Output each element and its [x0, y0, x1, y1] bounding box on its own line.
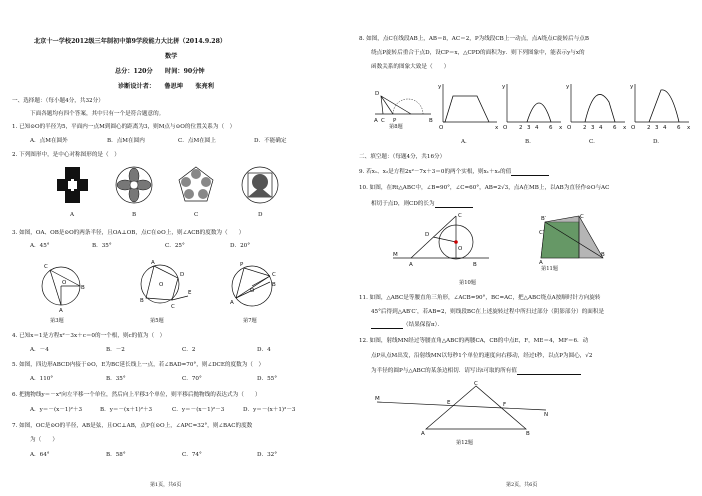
- q2-label-c: C: [194, 212, 199, 218]
- fig10-label-d: D: [425, 232, 430, 238]
- figure-q7: [226, 256, 282, 314]
- graph-c-tick-6: 6: [613, 125, 617, 131]
- fig5-label-d: D: [180, 272, 185, 278]
- question-12-line2: 点P从点M出发，沿射线MN以每秒1个单位的速度向右移动，经过t秒，以点P为圆心，√2: [371, 353, 593, 359]
- question-8-line3: 函数关系的图象大致是（ ）: [371, 64, 450, 70]
- fig7-label-c: C: [272, 272, 276, 278]
- fig7-label-b: B: [272, 282, 276, 288]
- q4-option-a: A．－4: [30, 347, 49, 353]
- q10-answer-blank[interactable]: [435, 201, 473, 208]
- q1-option-d: D．不能确定: [254, 138, 287, 144]
- q4-option-d: D．4: [257, 347, 271, 353]
- q4-option-b: B．－2: [106, 347, 125, 353]
- graph-a-x-label: x: [495, 125, 499, 131]
- figure-q10: [391, 212, 491, 276]
- fig11-label-a: A: [539, 260, 543, 266]
- graph-b-origin: O: [503, 125, 508, 131]
- graph-d-y-label: y: [630, 84, 634, 90]
- fig11-label-b: B: [601, 252, 605, 258]
- q6-option-d: D．y＝－(x＋1)²－3: [243, 407, 296, 413]
- q2-label-b: B: [132, 212, 137, 218]
- question-8: 8. 如图，点C在线段AB上，AB＝8，AC＝2，P为线段CB上一动点，点A绕点C旋转后与点B: [359, 36, 589, 42]
- question-9: [359, 169, 549, 176]
- q3-option-b: B．35°: [92, 243, 112, 249]
- q8-option-d: D.: [653, 139, 660, 145]
- q8-option-c: C.: [589, 139, 595, 145]
- q6-option-b: B．y＝－(x＋1)²＋3: [100, 407, 153, 413]
- graph-d-tick-3: 3: [655, 125, 659, 131]
- question-12-text: 为半径的圆P与△ABC的某条边相切．请写出t可取的所有值: [371, 368, 517, 374]
- q7-option-c: C．74°: [182, 452, 202, 458]
- graph-option-c: [565, 82, 627, 132]
- question-12-line3: [371, 368, 581, 375]
- graph-b-tick-2: 2: [519, 125, 523, 131]
- page-footer-left: 第1页，共6页: [150, 482, 182, 488]
- fig7-label-p: P: [240, 262, 244, 268]
- question-3: 3. 如图，OA、OB是⊙O的两条半径，且OA⊥OB，点C在⊙O上，则∠ACB的度数为（ ）: [12, 230, 245, 236]
- figure-q8: [371, 82, 435, 124]
- fig12-label-f: F: [503, 402, 507, 408]
- graph-a-y-label: y: [438, 84, 442, 90]
- graph-c-x-label: x: [623, 125, 627, 131]
- q2-label-d: D: [258, 212, 263, 218]
- graph-b-y-label: y: [502, 84, 506, 90]
- fig10-label-c: C: [458, 213, 462, 219]
- q2-figure-d: [240, 165, 280, 205]
- graph-c-y-label: y: [566, 84, 570, 90]
- fig5-label-b: B: [140, 298, 144, 304]
- graph-c-tick-3: 3: [591, 125, 595, 131]
- fig8-label-d: D: [375, 91, 380, 97]
- q12-answer-blank[interactable]: [517, 368, 581, 375]
- q2-figure-b: [114, 165, 154, 205]
- fig12-label-a: A: [421, 431, 425, 437]
- fig10-caption: 第10题: [459, 280, 476, 286]
- figure-q11: [537, 212, 609, 264]
- q4-option-c: C．2: [182, 347, 196, 353]
- graph-option-d: [629, 82, 691, 132]
- q7-option-a: A．64°: [30, 452, 50, 458]
- fig11-caption: 第11题: [541, 266, 558, 272]
- question-10: 10. 如图，在Rt△ABC中，∠B=90°，∠C=60°，AB=2√3，点A在MB上，以AB为直径作⊙O与AC: [359, 185, 610, 191]
- question-6: 6. 把抛物线y＝－x²向左平移一个单位，然后向上平移3个单位，则平移后抛物线的表达式为（ ）: [12, 392, 261, 398]
- fig12-label-m: M: [375, 396, 380, 402]
- q3-option-c: C．25°: [165, 243, 185, 249]
- question-4: 4. 已知x＝1是方程x²－3x＋c＝0的一个根，则c的值为（ ）: [12, 333, 166, 339]
- designers: 诊断设计者： 鲁思坤 张亮利: [118, 83, 214, 90]
- q5-option-c: C．70°: [182, 376, 202, 382]
- fig12-label-e: E: [447, 400, 451, 406]
- q2-label-a: A: [70, 212, 75, 218]
- graph-d-tick-4: 4: [663, 125, 667, 131]
- question-8-line2: 绕点P旋转后重合于点D，设CP＝x，△CPD的面积为y．则下列图象中，能表示y与x的: [371, 50, 585, 56]
- fig8-caption: 第8题: [389, 124, 403, 130]
- fig10-label-m: M: [393, 252, 398, 258]
- fig8-label-c: C: [381, 118, 385, 124]
- q7-option-d: D．32°: [257, 452, 277, 458]
- q6-option-c: C．y＝－(x－1)²－3: [172, 407, 225, 413]
- fig5-label-c: C: [171, 304, 175, 310]
- question-1: 1. 已知⊙O的半径为5，平面内一点M到圆心的距离为3，则M点与⊙O的位置关系为（ ）: [12, 124, 236, 130]
- fig3-label-c: C: [44, 264, 48, 270]
- q1-option-c: C．点M在圆上: [178, 138, 216, 144]
- fig10-label-a: A: [409, 262, 413, 268]
- graph-d-tick-6: 6: [677, 125, 681, 131]
- q5-option-a: A．110°: [30, 376, 54, 382]
- graph-b-tick-4: 4: [535, 125, 539, 131]
- fig3-label-a: A: [59, 308, 63, 314]
- q2-figure-c: [176, 165, 216, 205]
- graph-b-tick-3: 3: [527, 125, 531, 131]
- fig12-label-c: C: [474, 381, 478, 387]
- fig10-label-o: O: [458, 246, 463, 252]
- question-11-text: （结果保留π）．: [403, 322, 444, 328]
- q3-option-a: A．45°: [30, 243, 50, 249]
- fig12-caption: 第12题: [456, 440, 473, 446]
- question-11-line3: [371, 322, 443, 329]
- graph-option-b: [501, 82, 563, 132]
- section1-note: 下面各题均有四个答案，其中只有一个是符合题意的。: [30, 111, 165, 117]
- q7-option-b: B．58°: [106, 452, 126, 458]
- question-7-continued: 为（ ）: [30, 437, 58, 443]
- q3-option-d: D．20°: [230, 243, 250, 249]
- fig8-label-b: B: [429, 118, 433, 124]
- fig3-caption: 第3题: [50, 318, 64, 324]
- q8-option-a: A.: [461, 139, 467, 145]
- fig7-caption: 第7题: [243, 318, 257, 324]
- q8-option-b: B.: [525, 139, 531, 145]
- section1-heading: 一、选择题：（每小题4分，共32分）: [12, 98, 104, 104]
- graph-c-tick-4: 4: [599, 125, 603, 131]
- question-5: 5. 如图，四边形ABCD内接于⊙O，E为BC延长线上一点，若∠BAD=70°，则∠DCE的度数为（ ）: [12, 362, 265, 368]
- q2-figure-a: [55, 165, 90, 205]
- section2-heading: 二、填空题：（每题4分，共16分）: [359, 154, 446, 160]
- question-11-line2: 45°后得到△AB′C′，若AB=2，则线段BC在上述旋转过程中所扫过部分（阴影部分）的面积是: [371, 309, 605, 315]
- subject-title: 数学: [165, 53, 178, 60]
- fig3-label-o: O: [62, 280, 67, 286]
- score-time: 总分：120分 时间：90分钟: [115, 68, 205, 75]
- q1-option-b: B．点M在圆内: [107, 138, 145, 144]
- graph-c-origin: O: [567, 125, 572, 131]
- fig10-label-b: B: [473, 262, 477, 268]
- graph-option-a: [437, 82, 499, 132]
- fig8-label-p: P: [393, 118, 397, 124]
- graph-a-origin: O: [439, 125, 444, 131]
- fig8-label-a: A: [374, 118, 378, 124]
- question-12: 12. 如图，射线MN经过等腰直角△ABC的两腰CA，CB的中点E，F，ME＝4，MF＝6．动: [359, 338, 589, 344]
- figure-q5: [134, 256, 194, 314]
- question-2: 2. 下列图形中，是中心对称图形的是（ ）: [12, 152, 120, 158]
- fig3-label-b: B: [81, 285, 85, 291]
- graph-b-x-label: x: [559, 125, 563, 131]
- fig12-label-n: N: [544, 412, 549, 418]
- figure-q3: [38, 256, 84, 314]
- fig7-label-o: O: [250, 288, 255, 294]
- fig5-label-e: E: [188, 290, 192, 296]
- question-7: 7. 如图，OC是⊙O的半径，AB是弦，且OC⊥AB，点P在⊙O上，∠APC=32°，则∠BAC的度数: [12, 423, 253, 429]
- fig11-label-c: C: [580, 214, 584, 220]
- fig11-label-c-prime: C′: [539, 230, 545, 236]
- question-11: 11. 如图，△ABC是等腰直角三角形，∠ACB=90°，BC=AC，把△ABC绕点A按顺时针方向旋转: [359, 295, 601, 301]
- graph-d-tick-2: 2: [647, 125, 651, 131]
- graph-d-origin: O: [631, 125, 636, 131]
- graph-b-tick-6: 6: [549, 125, 553, 131]
- q9-answer-blank[interactable]: [511, 169, 549, 176]
- q1-option-a: A．点M在圆外: [30, 138, 68, 144]
- fig11-label-b-prime: B′: [541, 216, 547, 222]
- q5-option-b: B．35°: [106, 376, 126, 382]
- figure-q12: [371, 381, 551, 437]
- exam-page-right: [351, 0, 702, 496]
- question-9-text: 9. 若x₁、x₂是方程2x²－7x＋3＝0的两个实根，则x₁＋x₂的值: [359, 169, 512, 175]
- fig5-caption: 第5题: [150, 318, 164, 324]
- fig5-label-o: O: [159, 282, 164, 288]
- fig12-label-b: B: [526, 431, 530, 437]
- graph-c-tick-2: 2: [583, 125, 587, 131]
- exam-title: 北京十一学校2012级三年制初中第9学段能力大比拼（2014.9.28）: [34, 38, 227, 45]
- page-footer-right: 第2页，共6页: [506, 482, 538, 488]
- q11-answer-blank[interactable]: [371, 322, 403, 329]
- fig7-label-a: A: [230, 300, 234, 306]
- graph-d-x-label: x: [687, 125, 691, 131]
- q5-option-d: D．55°: [257, 376, 277, 382]
- q6-option-a: A．y＝－(x－1)²＋3: [30, 407, 83, 413]
- question-10-line2: [371, 201, 473, 208]
- fig5-label-a: A: [151, 260, 155, 266]
- question-10-text: 相切于点D，则CD的长为: [371, 201, 435, 207]
